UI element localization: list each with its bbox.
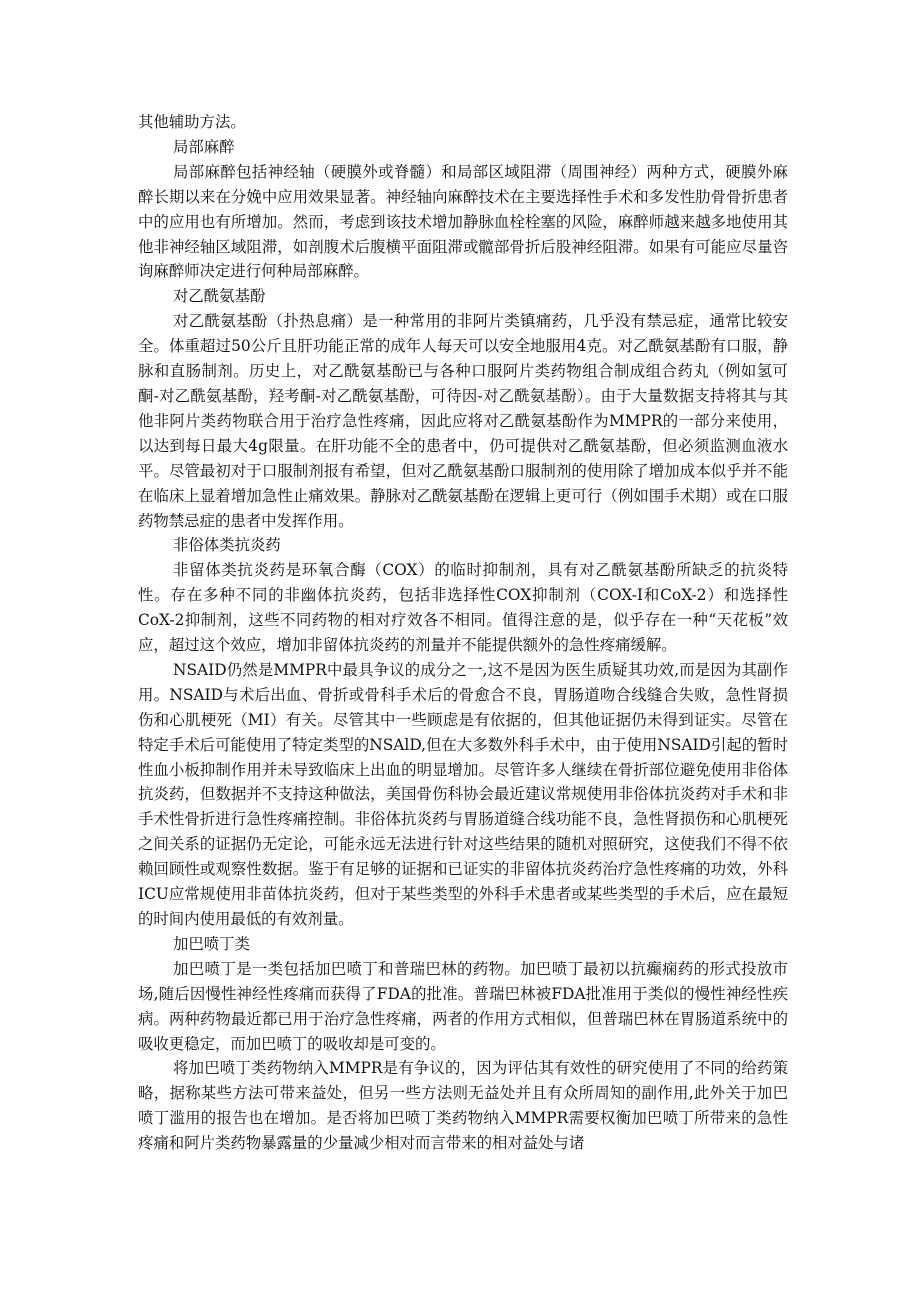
document-page: [138, 110, 788, 1156]
paragraph-intro-tail: 其他辅助方法。: [138, 113, 246, 131]
paragraph-acetaminophen: 对乙酰氨基酚（扑热息痛）是一种常用的非阿片类镇痛药，几乎没有禁忌症，通常比较安全。体重超过50公斤且肝功能正常的成年人每天可以安全地服用4克。对乙酰氨基酚有口服，静脉和直肠制剂。历史上，对乙酰氨基酚已与各种口服阿片类药物组合制成组合药丸（例如氢可酮-对乙酰氨基酚，羟考酮-对乙酰氨基酚，可待因-对乙酰氨基酚）。由于大量数据支持将其与其他非阿片类药物联合用于治疗急性疼痛，因此应将对乙酰氨基酚作为MMPR的一部分来使用，以达到每日最大4g限量。在肝功能不全的患者中，仍可提供对乙酰氨基酚，但必须监测血液水平。尽管最初对于口服制剂报有希望，但对乙酰氨基酚口服制剂的使用除了增加成本似乎并不能在临床上显着增加急性止痛效果。静脉对乙酰氨基酚在逻辑上更可行（例如围手术期）或在口服药物禁忌症的患者中发挥作用。: [138, 312, 788, 530]
paragraph-nsaid-2: NSAID仍然是MMPR中最具争议的成分之一,这不是因为医生质疑其功效,而是因为其副作用。NSAID与术后出血、骨折或骨科手术后的骨愈合不良，胃肠道吻合线缝合失败，急性肾损伤和心肌梗死（MI）有关。尽管其中一些顾虑是有依据的，但其他证据仍未得到证实。尽管在特定手术后可能使用了特定类型的NSAlD,但在大多数外科手术中，由于使用NSAID引起的暂时性血小板抑制作用并未导致临床上出血的明显增加。尽管许多人继续在骨折部位避免使用非俗体抗炎药，但数据并不支持这种做法，美国骨伤科协会最近建议常规使用非俗体抗炎药对手术和非手术性骨折进行急性疼痛控制。非俗体抗炎药与胃肠道缝合线功能不良，急性肾损伤和心肌梗死之间关系的证据仍无定论，可能永远无法进行针对这些结果的随机对照研究，这使我们不得不依赖回顾性或观察性数据。鉴于有足够的证据和已证实的非留体抗炎药治疗急性疼痛的功效，外科ICU应常规使用非苗体抗炎药，但对于某些类型的外科手术患者或某些类型的手术后，应在最短的时间内使用最低的有效剂量。: [138, 660, 788, 928]
paragraph-gabapentinoids-2: 将加巴喷丁类药物纳入MMPR是有争议的，因为评估其有效性的研究使用了不同的给药策略，据称某些方法可带来益处，但另一些方法则无益处并且有众所周知的副作用,此外关于加巴喷丁滥用的报告也在增加。是否将加巴喷丁类药物纳入MMPR需要权衡加巴喷丁所带来的急性疼痛和阿片类药物暴露量的少量减少相对而言带来的相对益处与诸: [138, 1059, 788, 1153]
heading-nsaid: 非俗体类抗炎药: [173, 536, 281, 555]
paragraph-local-anesthesia: 局部麻醉包括神经轴（硬膜外或脊髓）和局部区域阻滞（周围神经）两种方式，硬膜外麻醉长期以来在分娩中应用效果显著。神经轴向麻醉技术在主要选择性手术和多发性肋骨骨折患者中的应用也有所增加。然而，考虑到该技术增加静脉血栓栓塞的风险，麻醉师越来越多地使用其他非神经轴区域阻滞，如剖腹术后腹横平面阻滞或髋部骨折后股神经阻滞。如果有可能应尽量咨询麻醉师决定进行何种局部麻醉。: [138, 162, 788, 281]
heading-acetaminophen: 对乙酰氨基酚: [173, 287, 266, 306]
heading-gabapentinoids: 加巴喷丁类: [173, 934, 250, 953]
paragraph-gabapentinoids-1: 加巴喷丁是一类包括加巴喷丁和普瑞巴林的药物。加巴喷丁最初以抗癫痫药的形式投放市场,随后因慢性神经性疼痛而获得了FDA的批准。普瑞巴林被FDA批准用于类似的慢性神经性疾病。两种药物最近都已用于治疗急性疼痛，两者的作用方式相似，但普瑞巴林在胃肠道系统中的吸收更稳定，而加巴喷丁的吸收却是可变的。: [138, 959, 788, 1053]
heading-local-anesthesia: 局部麻醉: [173, 137, 235, 156]
paragraph-nsaid-1: 非留体类抗炎药是环氧合酶（COX）的临时抑制剂，具有对乙酰氨基酚所缺乏的抗炎特性。存在多种不同的非幽体抗炎药，包括非选择性COX抑制剂（COX-I和CoX-2）和选择性CoX-2抑制剂，这些不同药物的相对疗效各不相同。值得注意的是，似乎存在一种“天花板”效应，超过这个效应，增加非留体抗炎药的剂量并不能提供额外的急性疼痛缓解。: [138, 561, 788, 655]
